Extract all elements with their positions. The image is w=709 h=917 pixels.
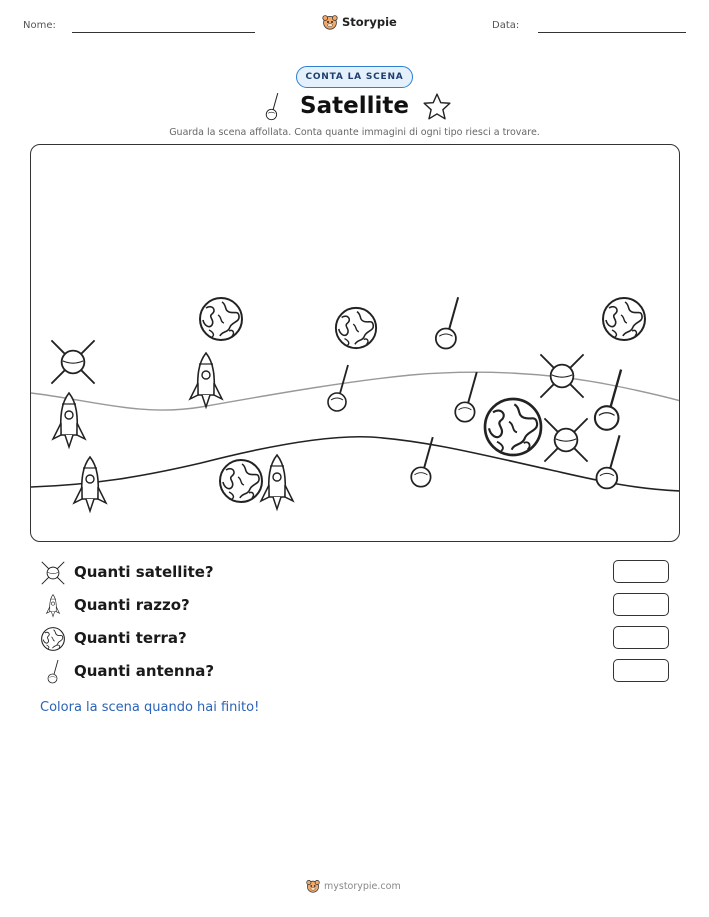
antenna-icon [455,372,477,422]
footer [306,879,401,893]
question-row [40,626,670,652]
question-text: Quanti antenna? [74,662,215,680]
footer-url[interactable]: mystorypie.com [324,880,401,892]
question-text: Quanti terra? [74,629,187,647]
earth-icon [485,399,541,455]
satellite-icon [51,340,94,383]
scene-illustration [31,145,680,542]
rocket-icon [261,455,293,509]
answer-box[interactable] [613,626,669,649]
earth-icon [220,460,262,502]
rocket-icon [190,353,222,407]
date-line[interactable] [538,32,686,33]
answer-box[interactable] [613,560,669,583]
date-label: Data: [492,20,520,31]
question-text: Quanti satellite? [74,563,214,581]
question-row [40,659,670,685]
counting-scene [30,144,680,542]
activity-badge: CONTA LA SCENA [296,66,413,88]
mascot-icon [306,879,320,893]
antenna-icon [40,659,66,685]
earth-icon [603,298,645,340]
antenna-icon [596,435,619,488]
color-instruction: Colora la scena quando hai finito! [40,700,260,715]
earth-icon [336,308,376,348]
antenna-icon [328,365,348,411]
question-row [40,593,670,619]
antenna-icon [595,370,621,430]
instructions: Guarda la scena affollata. Conta quante immagini di ogni tipo riesci a trovare. [169,127,540,138]
earth-icon [40,626,66,652]
name-line[interactable] [72,32,255,33]
satellite-icon [544,418,587,461]
rocket-icon [40,593,66,619]
brand-name: Storypie [342,15,397,29]
earth-icon [200,298,242,340]
satellite-icon [40,560,66,586]
mascot-icon [322,14,338,30]
star-icon [422,92,452,122]
question-row [40,560,670,586]
page-title: Satellite [300,93,409,119]
antenna-icon [436,297,458,348]
answer-box[interactable] [613,593,669,616]
name-label: Nome: [23,20,56,31]
answer-box[interactable] [613,659,669,682]
storypie-logo [322,14,397,30]
question-text: Quanti razzo? [74,596,190,614]
